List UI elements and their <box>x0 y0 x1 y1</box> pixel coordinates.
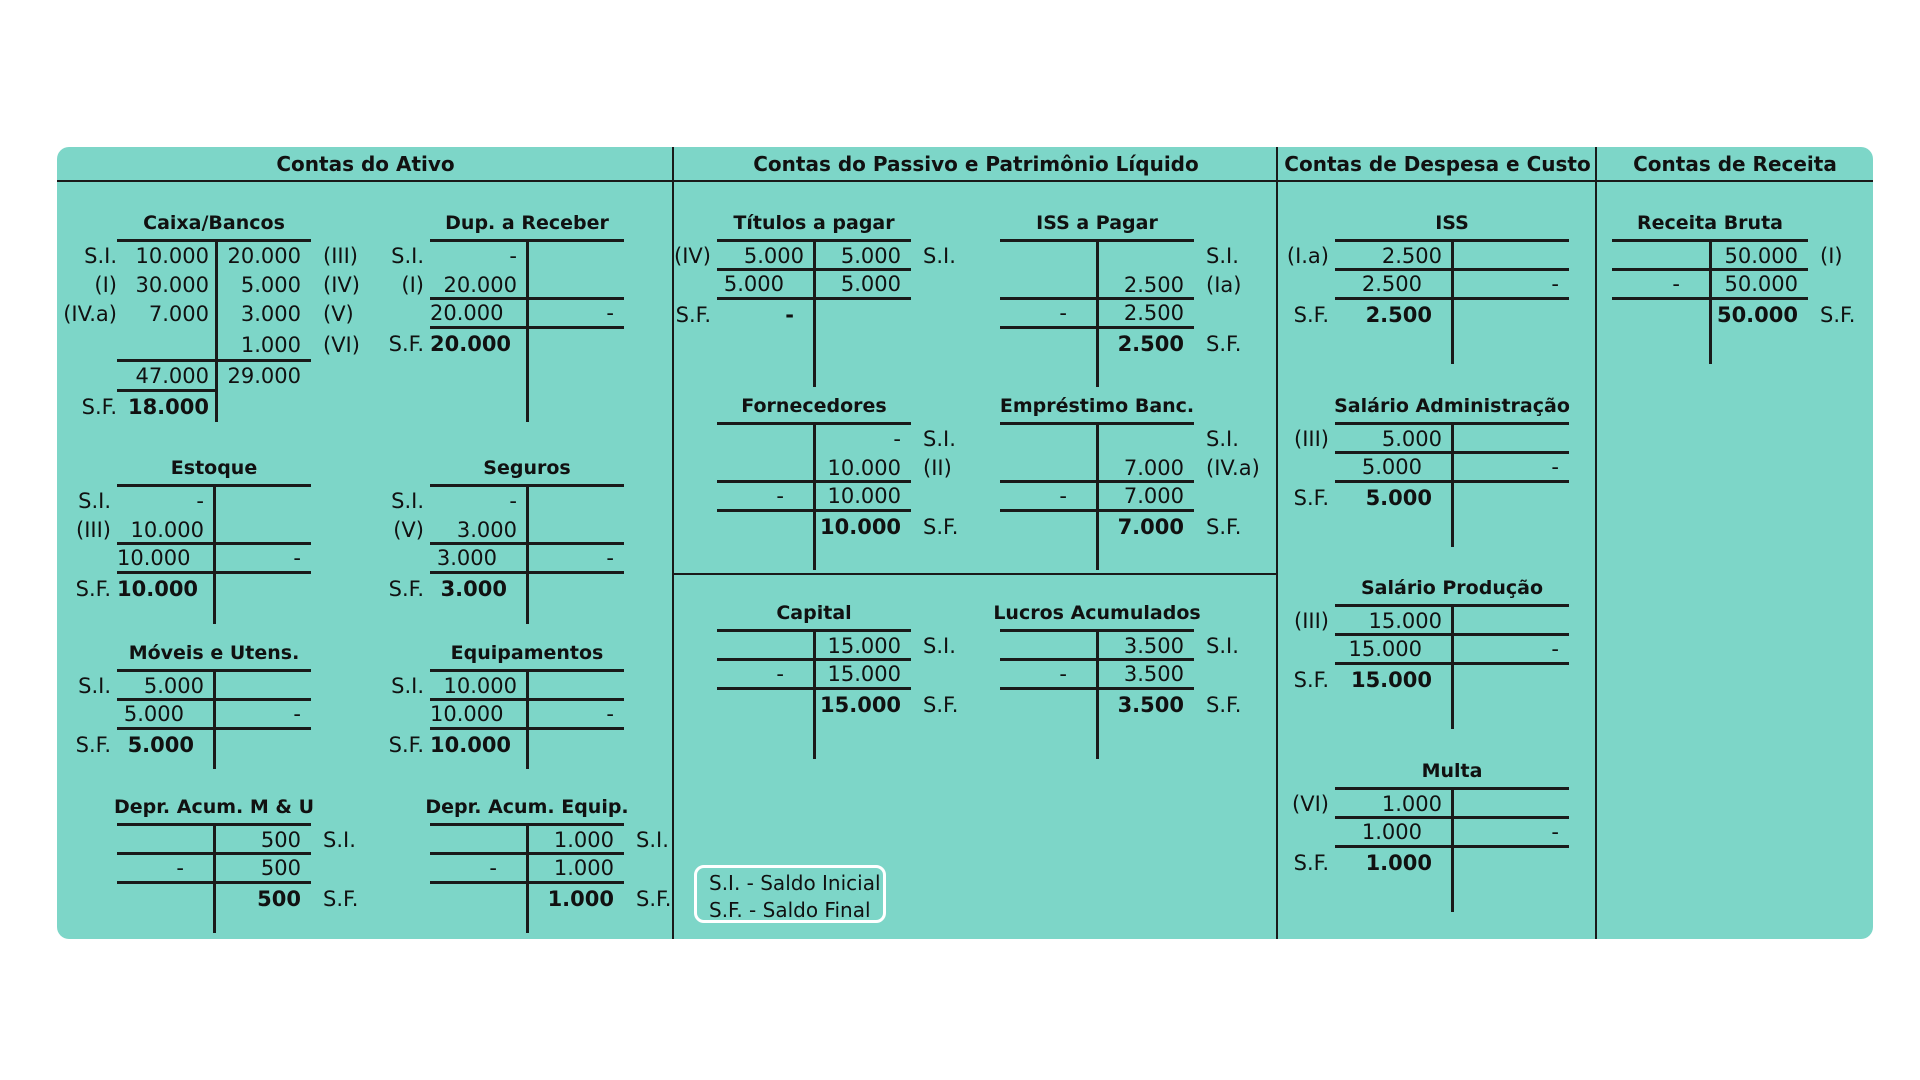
debit-value: 30.000 <box>135 273 209 297</box>
t-account-title: Móveis e Utens. <box>128 642 300 664</box>
entry-ref: (IV.a) <box>63 302 117 326</box>
section-header-passivo: Contas do Passivo e Patrimônio Líquido <box>753 152 1199 176</box>
total-credit: 29.000 <box>227 364 301 388</box>
total-debit: 15.000 <box>1348 637 1422 661</box>
credit-value: 5.000 <box>840 244 901 268</box>
entry-ref: (Ia) <box>1206 273 1242 297</box>
t-account-stem <box>526 239 529 422</box>
sf-label: S.F. <box>1293 668 1329 692</box>
t-account-title: Fornecedores <box>741 395 887 417</box>
total-debit: 10.000 <box>430 702 504 726</box>
entry-ref: (I) <box>94 273 117 297</box>
t-account-title: Lucros Acumulados <box>993 602 1201 624</box>
total-debit: - <box>1059 301 1067 325</box>
total-debit: 20.000 <box>430 301 504 325</box>
t-account-title: ISS <box>1435 212 1469 234</box>
entry-ref: (V) <box>393 518 424 542</box>
credit-value: 50.000 <box>1724 244 1798 268</box>
t-account-total-line <box>430 881 624 884</box>
sf-label: S.F. <box>1206 515 1242 539</box>
entry-ref: S.I. <box>1206 427 1239 451</box>
credit-value: 1.000 <box>240 333 301 357</box>
total-credit: 15.000 <box>827 662 901 686</box>
sf-label: S.F. <box>81 395 117 419</box>
total-credit: - <box>1551 637 1559 661</box>
sf-label: S.F. <box>923 515 959 539</box>
sf-label: S.F. <box>388 332 424 356</box>
t-account-subtotal-line <box>117 542 311 545</box>
debit-value: - <box>509 489 517 513</box>
legend-box <box>694 865 886 923</box>
t-account-title: Salário Administração <box>1334 395 1570 417</box>
t-account-title: Capital <box>776 602 852 624</box>
final-balance: 5.000 <box>1365 486 1432 510</box>
entry-ref: S.I. <box>391 489 424 513</box>
t-account-subtotal-line <box>717 658 911 661</box>
total-debit: 5.000 <box>123 702 184 726</box>
t-account-total-line <box>117 571 311 574</box>
entry-ref: S.I. <box>84 244 117 268</box>
final-balance: 18.000 <box>127 395 209 419</box>
entry-ref: (VI) <box>323 333 360 357</box>
final-balance: 10.000 <box>430 733 512 757</box>
t-account-title: Receita Bruta <box>1637 212 1783 234</box>
t-account-stem <box>526 484 529 624</box>
credit-value: 5.000 <box>240 273 301 297</box>
credit-value: 3.000 <box>240 302 301 326</box>
sf-label: S.F. <box>1820 303 1856 327</box>
total-credit: 500 <box>260 856 301 880</box>
total-credit: - <box>1551 820 1559 844</box>
t-account-title: Caixa/Bancos <box>143 212 285 234</box>
entry-ref: S.I. <box>391 674 424 698</box>
t-account-subtotal-line <box>1335 633 1569 636</box>
sf-label: S.F. <box>636 887 672 911</box>
debit-value: 10.000 <box>135 244 209 268</box>
total-debit: 5.000 <box>1361 455 1422 479</box>
sf-label: S.F. <box>1293 486 1329 510</box>
sf-label: S.F. <box>1293 851 1329 875</box>
t-account-stem <box>813 239 816 387</box>
final-balance: - <box>785 303 794 327</box>
t-account-title: Multa <box>1421 760 1483 782</box>
section-header-despesa: Contas de Despesa e Custo <box>1284 152 1591 176</box>
t-account-total-line <box>717 297 911 300</box>
sf-label: S.F. <box>923 693 959 717</box>
section-header-ativo: Contas do Ativo <box>276 152 455 176</box>
sf-label: S.F. <box>75 577 111 601</box>
entry-ref: S.I. <box>78 674 111 698</box>
total-debit: - <box>176 856 184 880</box>
t-account-stem <box>213 484 216 624</box>
total-credit: 10.000 <box>827 484 901 508</box>
t-account-stem <box>1451 787 1454 912</box>
debit-value: 5.000 <box>1381 427 1442 451</box>
t-account-subtotal-line <box>1335 816 1569 819</box>
total-debit: - <box>489 856 497 880</box>
t-account-total-line <box>717 687 911 690</box>
header-divider <box>57 180 1873 182</box>
t-account-subtotal-line <box>117 359 311 362</box>
debit-value: 1.000 <box>1381 792 1442 816</box>
t-account-stem <box>813 629 816 759</box>
entry-ref: (III) <box>323 244 358 268</box>
final-balance: 50.000 <box>1716 303 1798 327</box>
sf-label: S.F. <box>675 303 711 327</box>
t-account-stem <box>526 669 529 769</box>
t-account-subtotal-line <box>1335 268 1569 271</box>
legend-si: S.I. - Saldo Inicial <box>709 871 881 895</box>
sf-label: S.F. <box>1206 332 1242 356</box>
t-account-total-line <box>117 727 311 730</box>
t-account-subtotal-line <box>117 698 311 701</box>
total-credit: - <box>1551 455 1559 479</box>
t-account-stem <box>1451 239 1454 364</box>
total-credit: 2.500 <box>1123 301 1184 325</box>
final-balance: 15.000 <box>1350 668 1432 692</box>
total-credit: 3.500 <box>1123 662 1184 686</box>
total-credit: - <box>1551 272 1559 296</box>
t-account-subtotal-line <box>717 480 911 483</box>
total-debit: - <box>776 662 784 686</box>
t-account-total-line <box>1612 297 1808 300</box>
t-account-total-line <box>117 881 311 884</box>
t-account-subtotal-line <box>1000 480 1194 483</box>
entry-ref: S.I. <box>923 427 956 451</box>
total-debit: 1.000 <box>1361 820 1422 844</box>
entry-ref: (I.a) <box>1286 244 1329 268</box>
total-debit: 5.000 <box>723 272 784 296</box>
total-credit: 5.000 <box>840 272 901 296</box>
t-account-top-line <box>117 239 311 242</box>
t-account-stem <box>213 823 216 933</box>
t-account-subtotal-line <box>117 852 311 855</box>
entry-ref: (III) <box>1294 427 1329 451</box>
entry-ref: (III) <box>76 518 111 542</box>
t-account-stem <box>526 823 529 933</box>
t-account-total-line <box>1000 326 1194 329</box>
sf-label: S.F. <box>75 733 111 757</box>
final-balance: 15.000 <box>820 693 902 717</box>
debit-value: 7.000 <box>148 302 209 326</box>
t-account-stem <box>1096 422 1099 570</box>
entry-ref: S.I. <box>1206 634 1239 658</box>
total-debit: 3.000 <box>436 546 497 570</box>
t-account-total-line <box>717 509 911 512</box>
entry-ref: (VI) <box>1292 792 1329 816</box>
credit-value: 2.500 <box>1123 273 1184 297</box>
t-account-subtotal-line <box>717 268 911 271</box>
t-account-stem <box>813 422 816 570</box>
t-account-stem <box>1096 629 1099 759</box>
final-balance: 5.000 <box>127 733 194 757</box>
entry-ref: S.I. <box>391 244 424 268</box>
t-account-subtotal-line <box>430 542 624 545</box>
t-account-stem <box>213 669 216 769</box>
total-credit: - <box>293 546 301 570</box>
t-account-subtotal-line <box>430 698 624 701</box>
t-account-total-line <box>1335 662 1569 665</box>
entry-ref: (IV) <box>674 244 711 268</box>
total-credit: - <box>606 546 614 570</box>
debit-value: 3.000 <box>456 518 517 542</box>
sf-label: S.F. <box>323 887 359 911</box>
total-credit: 50.000 <box>1724 272 1798 296</box>
t-account-total-line <box>430 727 624 730</box>
t-accounts-board <box>57 147 1873 939</box>
entry-ref: (I) <box>1820 244 1843 268</box>
credit-value: 20.000 <box>227 244 301 268</box>
final-balance: 3.500 <box>1117 693 1184 717</box>
final-balance: 2.500 <box>1117 332 1184 356</box>
t-account-total-line <box>1335 480 1569 483</box>
entry-ref: (III) <box>1294 609 1329 633</box>
final-balance: 10.000 <box>820 515 902 539</box>
t-account-subtotal-line <box>430 852 624 855</box>
t-account-title: Estoque <box>170 457 258 479</box>
entry-ref: S.I. <box>323 828 356 852</box>
t-account-subtotal-line <box>1000 297 1194 300</box>
entry-ref: (II) <box>923 456 952 480</box>
final-balance: 3.000 <box>440 577 507 601</box>
entry-ref: S.I. <box>923 244 956 268</box>
entry-ref: (IV.a) <box>1206 456 1260 480</box>
final-balance: 1.000 <box>547 887 614 911</box>
credit-value: 500 <box>260 828 301 852</box>
entry-ref: (I) <box>401 273 424 297</box>
t-account-stem <box>1096 239 1099 387</box>
t-account-title: Empréstimo Banc. <box>999 395 1195 417</box>
t-account-title: Títulos a pagar <box>733 212 895 234</box>
entry-ref: S.I. <box>923 634 956 658</box>
total-debit: 47.000 <box>135 364 209 388</box>
t-account-total-line <box>1335 845 1569 848</box>
debit-value: 10.000 <box>130 518 204 542</box>
debit-value: - <box>509 244 517 268</box>
t-account-total-line <box>1335 297 1569 300</box>
final-balance: 20.000 <box>430 332 512 356</box>
entry-ref: (IV) <box>323 273 360 297</box>
debit-value: 2.500 <box>1381 244 1442 268</box>
t-account-title: Depr. Acum. M & U <box>113 796 315 818</box>
t-account-stem <box>215 239 218 422</box>
sf-label: S.F. <box>388 733 424 757</box>
t-account-total-line <box>1000 687 1194 690</box>
total-debit: 2.500 <box>1361 272 1422 296</box>
debit-value: 5.000 <box>743 244 804 268</box>
total-credit: - <box>293 702 301 726</box>
legend-sf: S.F. - Saldo Final <box>709 898 871 922</box>
final-balance: 7.000 <box>1117 515 1184 539</box>
total-debit: - <box>1672 272 1680 296</box>
t-account-title: Equipamentos <box>450 642 604 664</box>
t-account-subtotal-line <box>430 297 624 300</box>
credit-value: 10.000 <box>827 456 901 480</box>
total-debit: - <box>1059 484 1067 508</box>
t-account-total-line <box>117 389 217 392</box>
final-balance: 10.000 <box>117 577 199 601</box>
debit-value: 10.000 <box>443 674 517 698</box>
entry-ref: S.I. <box>636 828 669 852</box>
credit-value: 3.500 <box>1123 634 1184 658</box>
t-account-title: Dup. a Receber <box>445 212 609 234</box>
t-account-subtotal-line <box>1000 658 1194 661</box>
section-divider <box>1595 147 1597 939</box>
t-account-stem <box>1451 604 1454 729</box>
t-account-total-line <box>430 571 624 574</box>
t-account-subtotal-line <box>1612 268 1808 271</box>
total-debit: - <box>1059 662 1067 686</box>
section-header-receita: Contas de Receita <box>1633 152 1837 176</box>
total-credit: - <box>606 702 614 726</box>
entry-ref: S.I. <box>78 489 111 513</box>
sf-label: S.F. <box>1293 303 1329 327</box>
t-account-title: Seguros <box>483 457 571 479</box>
final-balance: 1.000 <box>1365 851 1432 875</box>
credit-value: 7.000 <box>1123 456 1184 480</box>
final-balance: 500 <box>257 887 301 911</box>
t-account-title: Salário Produção <box>1360 577 1544 599</box>
debit-value: 20.000 <box>443 273 517 297</box>
t-account-title: Depr. Acum. Equip. <box>425 796 629 818</box>
credit-value: - <box>893 427 901 451</box>
entry-ref: (V) <box>323 302 354 326</box>
entry-ref: S.I. <box>1206 244 1239 268</box>
t-account-total-line <box>430 326 624 329</box>
t-account-stem <box>1451 422 1454 547</box>
total-credit: 7.000 <box>1123 484 1184 508</box>
t-account-title: ISS a Pagar <box>1036 212 1158 234</box>
total-debit: 10.000 <box>117 546 191 570</box>
credit-value: 1.000 <box>553 828 614 852</box>
final-balance: 2.500 <box>1365 303 1432 327</box>
debit-value: 15.000 <box>1368 609 1442 633</box>
debit-value: - <box>196 489 204 513</box>
credit-value: 15.000 <box>827 634 901 658</box>
total-debit: - <box>776 484 784 508</box>
total-credit: - <box>606 301 614 325</box>
t-account-stem <box>1709 239 1712 364</box>
sf-label: S.F. <box>388 577 424 601</box>
total-credit: 1.000 <box>553 856 614 880</box>
debit-value: 5.000 <box>143 674 204 698</box>
t-account-total-line <box>1000 509 1194 512</box>
sf-label: S.F. <box>1206 693 1242 717</box>
passivo-pl-divider <box>674 573 1276 575</box>
t-account-subtotal-line <box>1335 451 1569 454</box>
